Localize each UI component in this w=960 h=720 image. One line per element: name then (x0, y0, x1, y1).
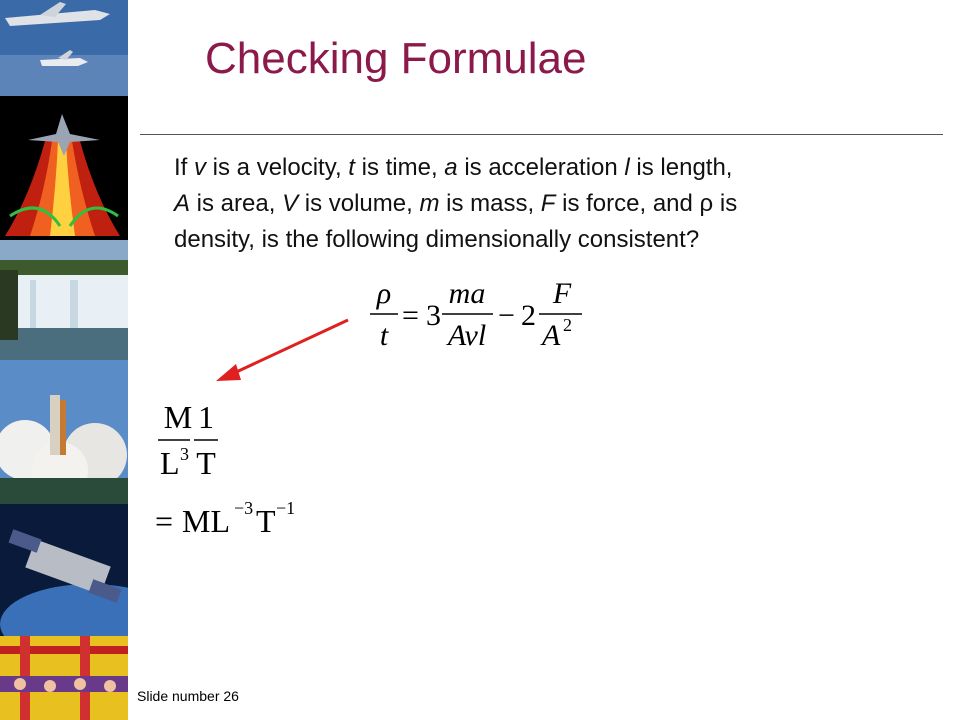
eq-equals: = (402, 299, 419, 332)
eq-frac2-den-exp: 2 (563, 315, 572, 335)
eq-frac2-den-base: A (542, 319, 561, 352)
eq-lhs-den: t (379, 319, 389, 352)
main-equation (370, 277, 582, 352)
dimensional-analysis (155, 399, 295, 539)
dim-result-equals: = (155, 503, 174, 539)
body-line-1: If v is a velocity, t is time, a is acceleration l is length, (174, 154, 733, 181)
dim-num-2: 1 (198, 399, 214, 435)
dim-den-1-base: L (160, 445, 180, 481)
dim-result-exp-2: −1 (276, 498, 296, 518)
eq-frac1-den: Avl (447, 319, 487, 352)
eq-coef-2: 2 (521, 299, 536, 332)
dim-den-1-exp: 3 (180, 444, 189, 464)
slide-title: Checking Formulae (205, 34, 587, 83)
body-line-3: density, is the following dimensionally consistent? (174, 226, 700, 253)
dim-result-exp-1: −3 (234, 498, 254, 518)
dim-num-1: M (163, 399, 193, 435)
eq-minus: − (498, 299, 515, 332)
eq-frac2-num: F (552, 277, 572, 310)
dim-result-ML: ML (182, 503, 230, 539)
red-arrow (216, 320, 348, 381)
eq-frac1-num: ma (448, 277, 486, 310)
dim-result-T: T (256, 503, 276, 539)
eq-lhs-num: ρ (376, 277, 392, 310)
body-line-2: A is area, V is volume, m is mass, F is force, and ρ is (174, 190, 738, 217)
slide-number: Slide number 26 (137, 688, 239, 704)
eq-coef-1: 3 (426, 299, 441, 332)
dim-den-2: T (196, 445, 216, 481)
